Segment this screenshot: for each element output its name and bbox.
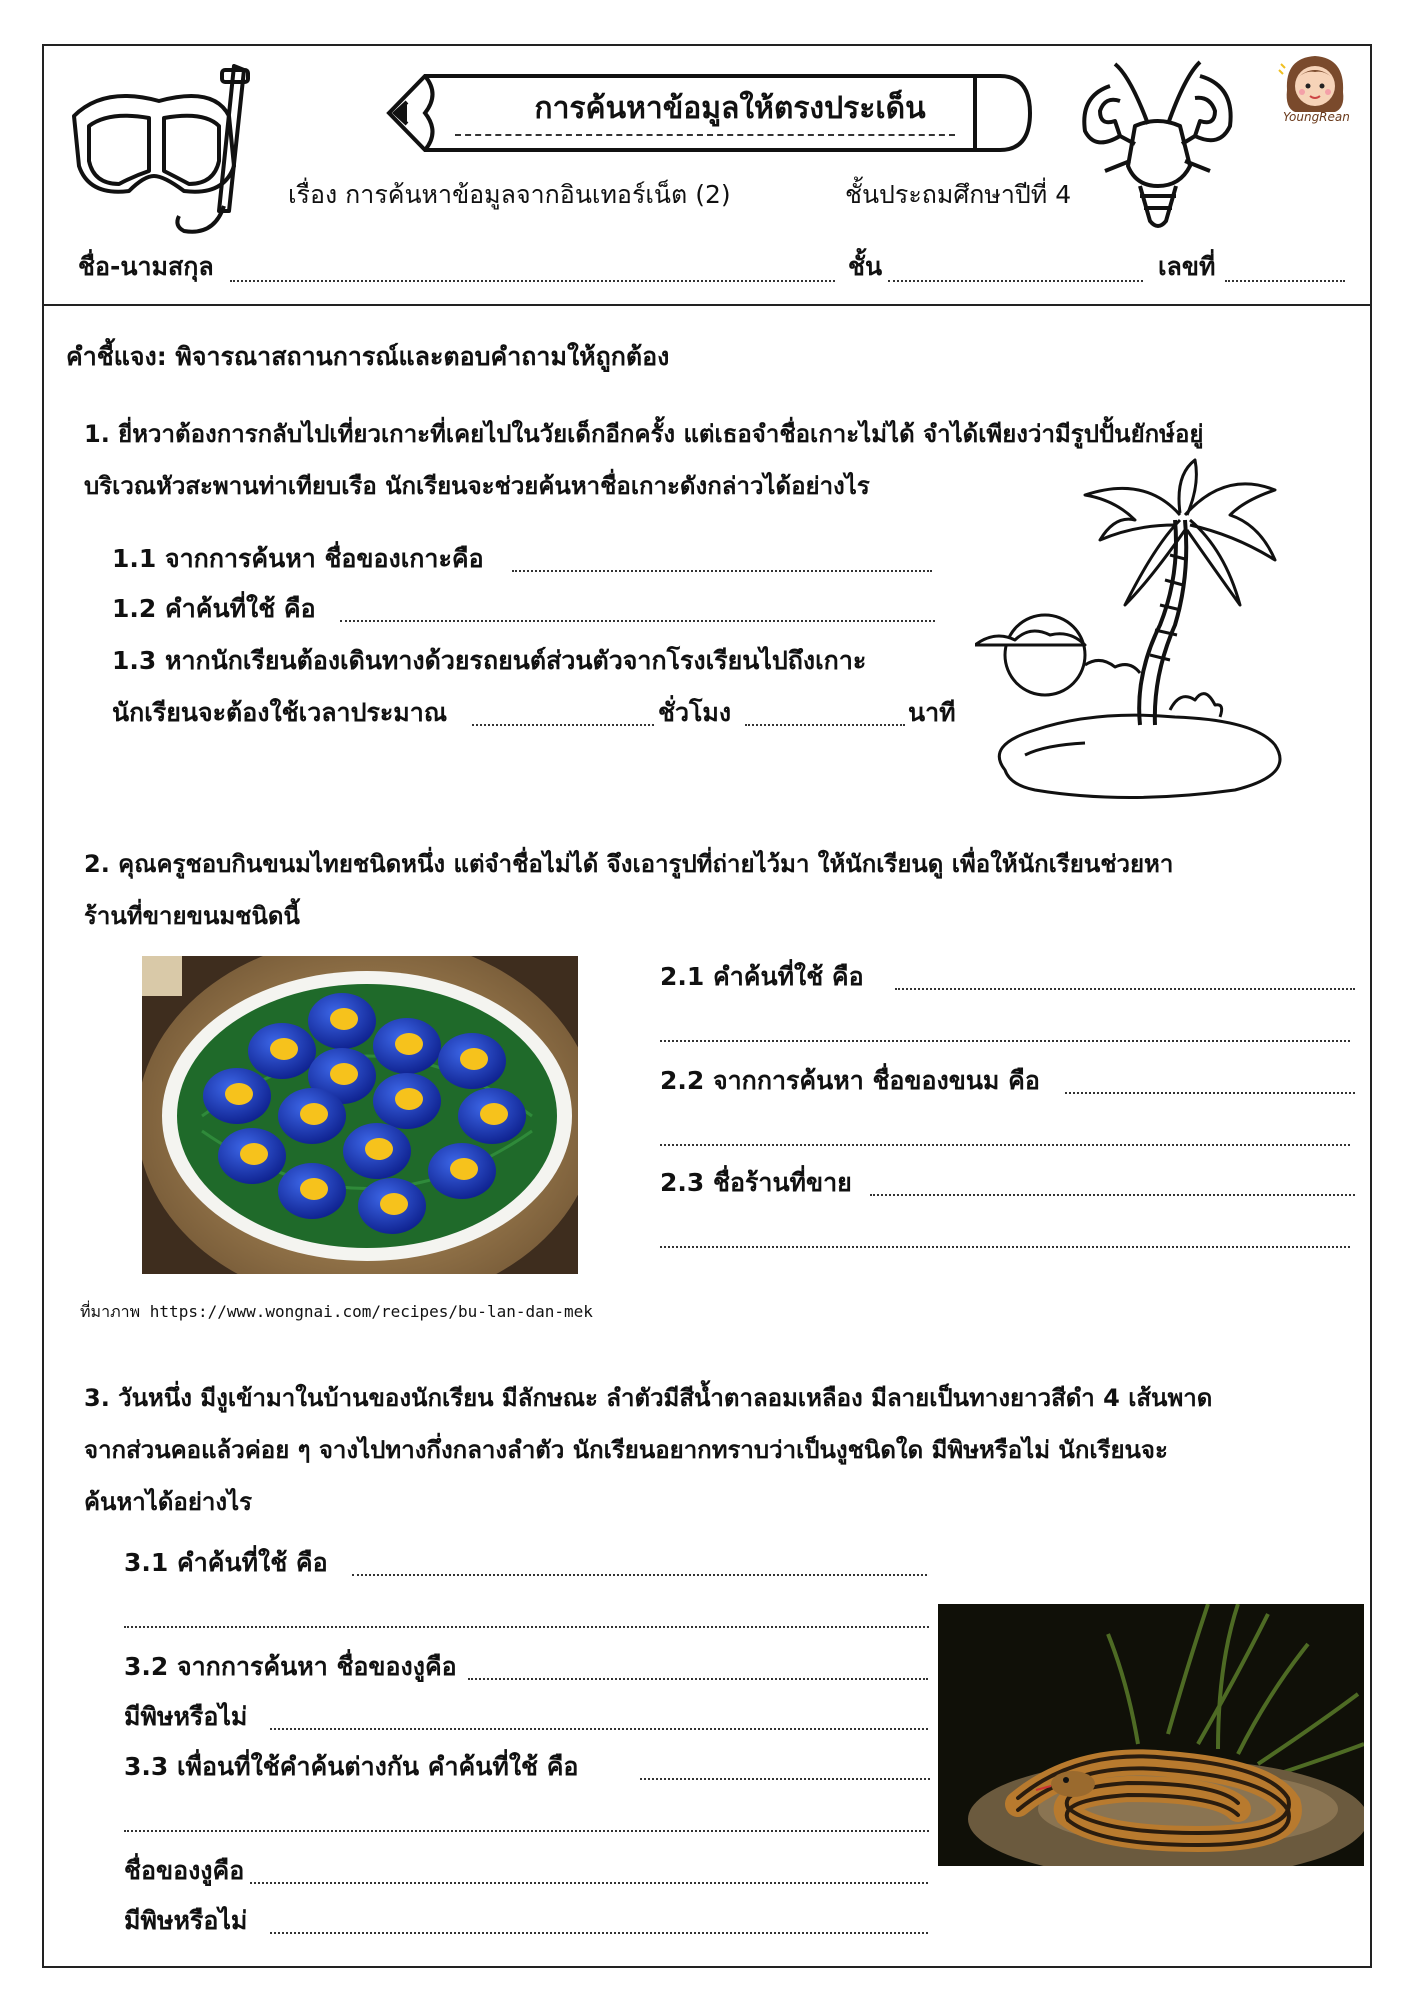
q2-item-1-answer[interactable] bbox=[895, 988, 1355, 990]
q2-item-3-label: 2.3 ชื่อร้านที่ขาย bbox=[660, 1168, 852, 1197]
q3-item-1-label: 3.1 คำค้นที่ใช้ คือ bbox=[124, 1548, 328, 1577]
q3-prompt-line3: ค้นหาได้อย่างไร bbox=[84, 1488, 253, 1516]
header-divider bbox=[42, 304, 1372, 306]
logo-text: YoungRean bbox=[1283, 110, 1350, 124]
q1-minutes-answer[interactable] bbox=[745, 724, 905, 726]
q1-item-1-answer[interactable] bbox=[512, 570, 932, 572]
q3-item-3-poison-label: มีพิษหรือไม่ bbox=[124, 1906, 248, 1935]
subject-line: เรื่อง การค้นหาข้อมูลจากอินเทอร์เน็ต (2) bbox=[288, 180, 731, 209]
q1-item-2-answer[interactable] bbox=[340, 620, 935, 622]
q3-prompt-line1: 3. วันหนึ่ง มีงูเข้ามาในบ้านของนักเรียน มีลักษณะ ลำตัวมีสีน้ำตาลอมเหลือง มีลายเป็นทางยาวสีดำ 4 เส้นพาด bbox=[84, 1384, 1213, 1412]
number-label: เลขที่ bbox=[1158, 252, 1216, 281]
class-label: ชั้น bbox=[848, 252, 883, 281]
q3-item-2-label: 3.2 จากการค้นหา ชื่อของงูคือ bbox=[124, 1652, 457, 1681]
q3-item-3-answer[interactable] bbox=[640, 1778, 930, 1780]
blue-thai-dessert-photo bbox=[142, 956, 578, 1274]
q1-item-3-line2-label: นักเรียนจะต้องใช้เวลาประมาณ bbox=[112, 698, 448, 727]
striped-snake-photo bbox=[938, 1604, 1364, 1866]
palm-island-illustration bbox=[975, 455, 1330, 810]
title-underline bbox=[455, 134, 955, 136]
q1-item-2-label: 1.2 คำค้นที่ใช้ คือ bbox=[112, 594, 316, 623]
q2-prompt-line2: ร้านที่ขายขนมชนิดนี้ bbox=[84, 902, 300, 930]
name-label: ชื่อ-นามสกุล bbox=[78, 252, 214, 281]
q1-minutes-label: นาที bbox=[908, 698, 956, 727]
lobster-icon bbox=[1070, 56, 1245, 241]
class-field[interactable] bbox=[888, 280, 1143, 282]
q3-prompt-line2: จากส่วนคอแล้วค่อย ๆ จางไปทางกึ่งกลางลำตัว นักเรียนอยากทราบว่าเป็นงูชนิดใด มีพิษหรือไม่ นักเรียนจะ bbox=[84, 1436, 1168, 1464]
q2-item-3-answer-cont[interactable] bbox=[660, 1246, 1350, 1248]
name-field[interactable] bbox=[230, 280, 835, 282]
q3-item-2-poison-label: มีพิษหรือไม่ bbox=[124, 1702, 248, 1731]
q3-poison-answer[interactable] bbox=[270, 1728, 928, 1730]
q3-item-1-answer-cont[interactable] bbox=[124, 1626, 929, 1628]
grade-line: ชั้นประถมศึกษาปีที่ 4 bbox=[845, 180, 1072, 209]
q1-hours-answer[interactable] bbox=[472, 724, 654, 726]
q2-item-2-answer[interactable] bbox=[1065, 1092, 1355, 1094]
worksheet-title: การค้นหาข้อมูลให้ตรงประเด็น bbox=[534, 91, 926, 126]
q3-snake-name-answer[interactable] bbox=[468, 1678, 928, 1680]
q1-item-3-line1: 1.3 หากนักเรียนต้องเดินทางด้วยรถยนต์ส่วนตัวจากโรงเรียนไปถึงเกาะ bbox=[112, 646, 867, 675]
q3-item-3-answer-cont[interactable] bbox=[124, 1830, 929, 1832]
q2-item-1-answer-cont[interactable] bbox=[660, 1040, 1350, 1042]
q1-item-1-label: 1.1 จากการค้นหา ชื่อของเกาะคือ bbox=[112, 544, 484, 573]
q2-item-2-answer-cont[interactable] bbox=[660, 1144, 1350, 1146]
q1-prompt-line2: บริเวณหัวสะพานท่าเทียบเรือ นักเรียนจะช่วยค้นหาชื่อเกาะดังกล่าวได้อย่างไร bbox=[84, 472, 870, 500]
instructions: คำชี้แจง: พิจารณาสถานการณ์และตอบคำถามให้ถูกต้อง bbox=[66, 342, 670, 371]
snorkel-mask-icon bbox=[64, 56, 254, 246]
q2-item-3-answer[interactable] bbox=[870, 1194, 1355, 1196]
q2-prompt-line1: 2. คุณครูชอบกินขนมไทยชนิดหนึ่ง แต่จำชื่อไม่ได้ จึงเอารูปที่ถ่ายไว้มา ให้นักเรียนดู เพื่อให้นักเรียนช่วยหา bbox=[84, 850, 1174, 878]
q3-item-3-name-label: ชื่อของงูคือ bbox=[124, 1856, 245, 1885]
q3-item-3-label: 3.3 เพื่อนที่ใช้คำค้นต่างกัน คำค้นที่ใช้ คือ bbox=[124, 1752, 579, 1781]
q3-item-3-poison-answer[interactable] bbox=[270, 1932, 928, 1934]
q1-prompt-line1: 1. ยี่หวาต้องการกลับไปเที่ยวเกาะที่เคยไปในวัยเด็กอีกครั้ง แต่เธอจำชื่อเกาะไม่ได้ จำได้เพียงว่ามีรูปปั้นยักษ์อยู่ bbox=[84, 420, 1204, 448]
q1-hours-label: ชั่วโมง bbox=[658, 698, 732, 727]
q2-item-2-label: 2.2 จากการค้นหา ชื่อของขนม คือ bbox=[660, 1066, 1040, 1095]
q2-item-1-label: 2.1 คำค้นที่ใช้ คือ bbox=[660, 962, 864, 991]
cartoon-girl-logo bbox=[1275, 50, 1355, 130]
q3-item-3-name-answer[interactable] bbox=[250, 1882, 928, 1884]
image-credit: ที่มาภาพ https://www.wongnai.com/recipes/bu-lan-dan-mek bbox=[80, 1302, 593, 1321]
number-field[interactable] bbox=[1225, 280, 1345, 282]
q3-item-1-answer[interactable] bbox=[352, 1574, 927, 1576]
